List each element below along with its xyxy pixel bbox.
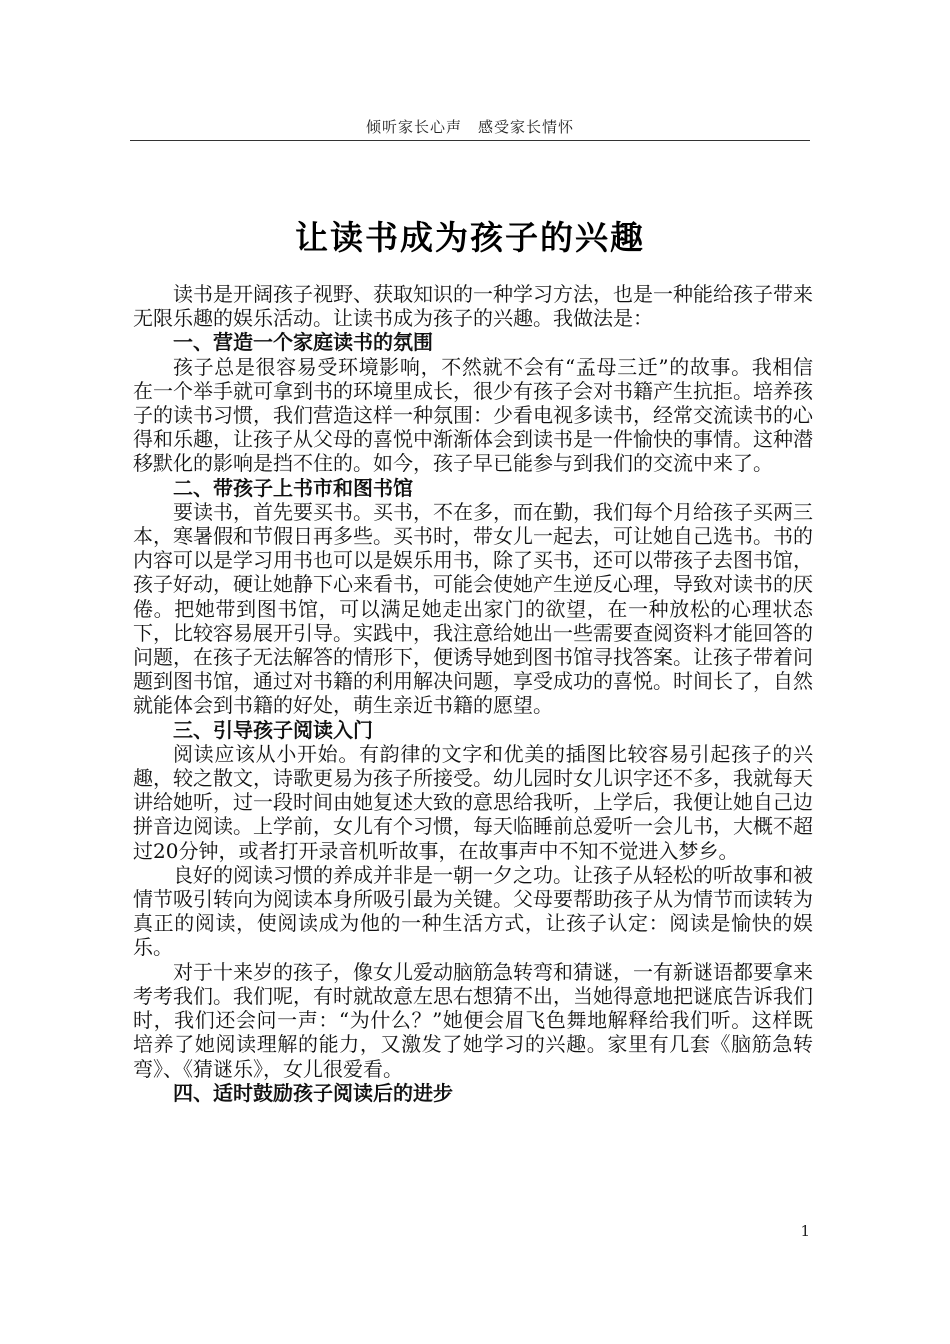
header-rule (130, 140, 810, 141)
section-1-paragraph: 孩子总是很容易受环境影响，不然就不会有“孟母三迁”的故事。我相信在一个举手就可拿到书的环境里成长，很少有孩子会对书籍产生抗拒。培养孩子的读书习惯，我们营造这样一种氛围：少看电视多读书，经常交流读书的心得和乐趣，让孩子从父母的喜悦中渐渐体会到读书是一件愉快的事情。这种潜移默化的影响是挡不住的。如今，孩子早已能参与到我们的交流中来了。 (133, 354, 813, 476)
section-heading-4: 四、适时鼓励孩子阅读后的进步 (173, 1080, 453, 1105)
section-3-paragraph-3: 对于十来岁的孩子，像女儿爱动脑筋急转弯和猜谜，一有新谜语都要拿来考考我们。我们呢，有时就故意左思右想猜不出，当她得意地把谜底告诉我们时，我们还会问一声：“为什么？”她便会眉飞色舞地解释给我们听。这样既培养了她阅读理解的能力，又激发了她学习的兴趣。家里有几套《脑筋急转弯》、《猜谜乐》，女儿很爱看。 (133, 959, 813, 1081)
intro-paragraph: 读书是开阔孩子视野、获取知识的一种学习方法，也是一种能给孩子带来无限乐趣的娱乐活动。让读书成为孩子的兴趣。我做法是： (133, 282, 813, 331)
section-heading-2: 二、带孩子上书市和图书馆 (173, 475, 413, 500)
article-body (133, 282, 813, 1105)
page-number: 1 (800, 1222, 810, 1240)
running-header: 倾听家长心声 感受家长情怀 (365, 118, 574, 136)
section-3-paragraph-2: 良好的阅读习惯的养成并非是一朝一夕之功。让孩子从轻松的听故事和被情节吸引转向为阅读本身所吸引最为关键。父母要帮助孩子从为情节而读转为真正的阅读，使阅读成为他的一种生活方式，让孩子认定：阅读是愉快的娱乐。 (133, 862, 813, 960)
section-2-paragraph: 要读书，首先要买书。买书，不在多，而在勤，我们每个月给孩子买两三本，寒暑假和节假日再多些。买书时，带女儿一起去，可让她自己选书。书的内容可以是学习用书也可以是娱乐用书，除了买书，还可以带孩子去图书馆，孩子好动，硬让她静下心来看书，可能会使她产生逆反心理，导致对读书的厌倦。把她带到图书馆，可以满足她走出家门的欲望，在一种放松的心理状态下，比较容易展开引导。实践中，我注意给她出一些需要查阅资料才能回答的问题，在孩子无法解答的情形下，便诱导她到图书馆寻找答案。让孩子带着问题到图书馆，通过对书籍的利用解决问题，享受成功的喜悦。时间长了，自然就能体会到书籍的好处，萌生亲近书籍的愿望。 (133, 499, 813, 718)
section-heading-3: 三、引导孩子阅读入门 (173, 717, 373, 742)
article-title: 让读书成为孩子的兴趣 (295, 218, 645, 257)
section-heading-1: 一、营造一个家庭读书的氛围 (173, 330, 433, 355)
section-3-paragraph-1: 阅读应该从小开始。有韵律的文字和优美的插图比较容易引起孩子的兴趣，较之散文，诗歌更易为孩子所接受。幼儿园时女儿识字还不多，我就每天讲给她听，过一段时间由她复述大致的意思给我听，上学后，我便让她自己边拼音边阅读。上学前，女儿有个习惯，每天临睡前总爱听一会儿书，大概不超过20分钟，或者打开录音机听故事，在故事声中不知不觉进入梦乡。 (133, 741, 813, 863)
